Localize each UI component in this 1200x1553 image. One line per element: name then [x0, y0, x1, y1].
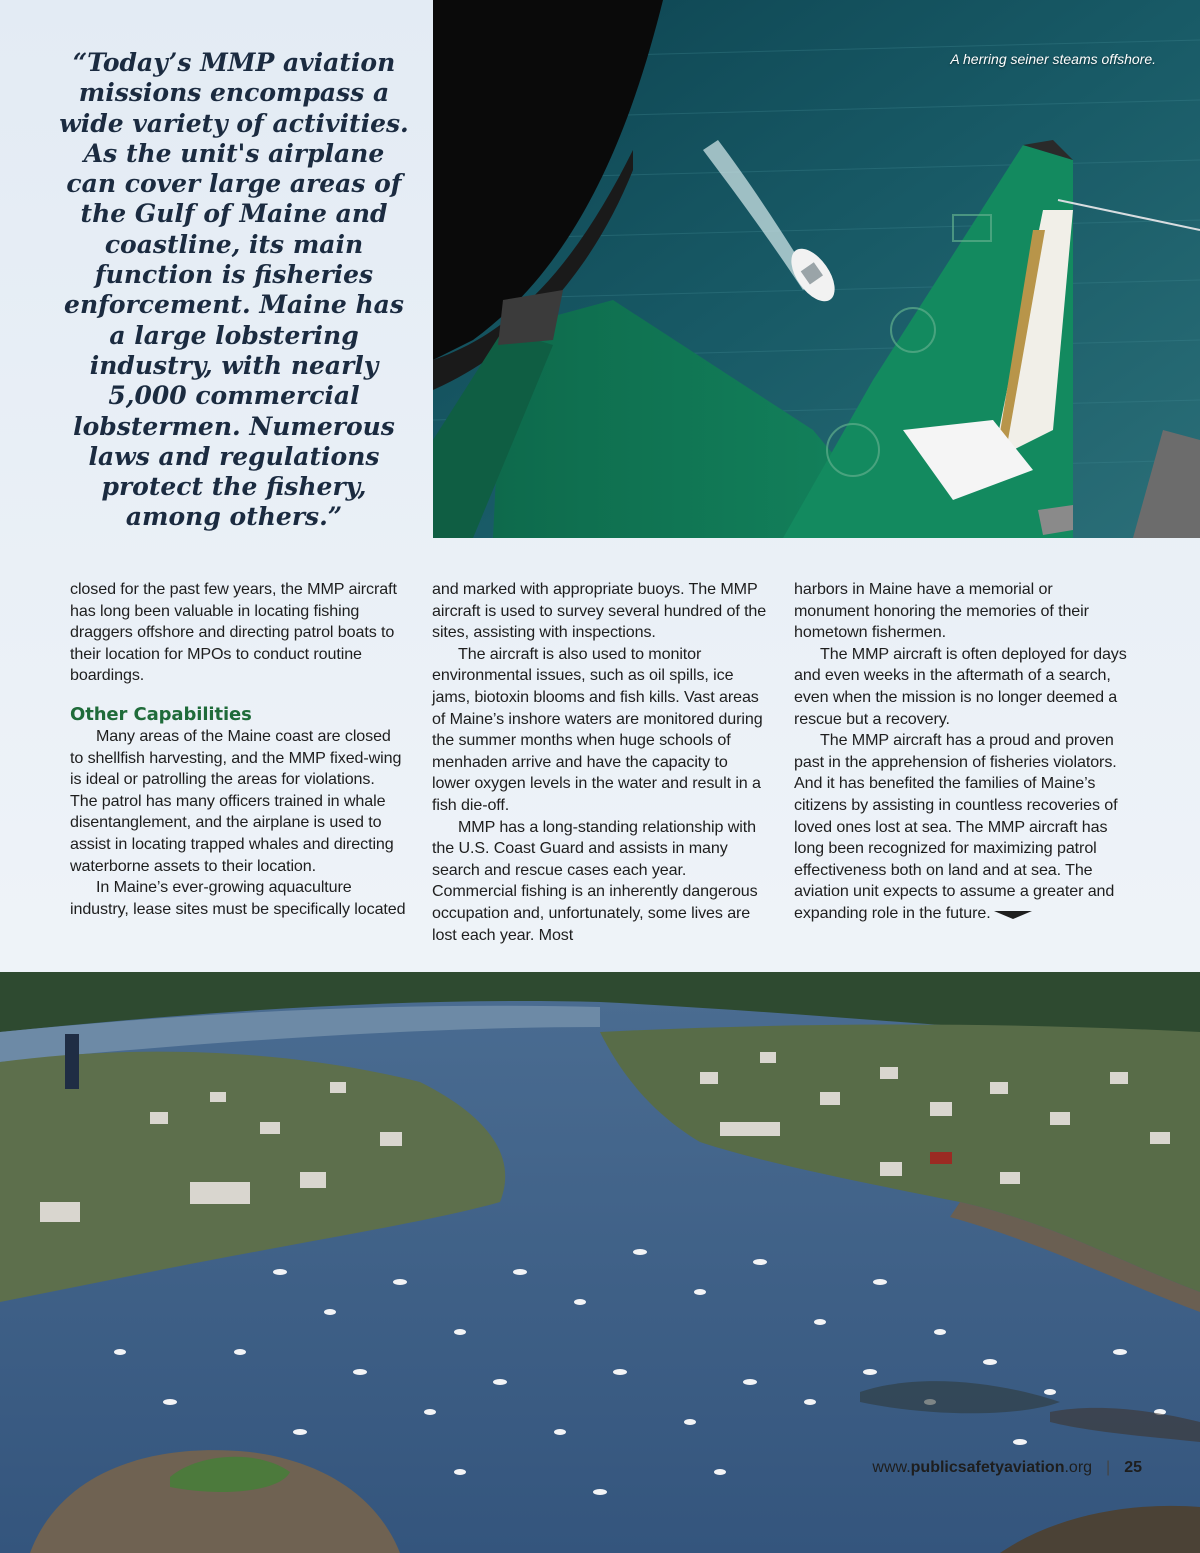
paragraph: closed for the past few years, the MMP aircraft has long been valuable in locating fishing draggers offshore and directing patrol boats to their location for MPOs to conduct routine boardings. [70, 580, 397, 685]
photo-caption: A herring seiner steams offshore. [950, 51, 1156, 67]
article-column-2 [432, 579, 768, 946]
paragraph: Many areas of the Maine coast are closed to shellfish harvesting, and the MMP fixed-wing is ideal or patrolling the areas for violations. The patrol has many officers trained in whale disentanglement, and the airplane is used to assist in locating trapped whales and directing waterborne assets to their location. [70, 726, 402, 875]
section-heading: Other Capabilities [70, 703, 252, 725]
paragraph: and marked with appropriate buoys. The MMP aircraft is used to survey several hundred of the sites, assisting with inspections. [432, 580, 767, 642]
paragraph-text: The MMP aircraft has a proud and proven past in the apprehension of fisheries violators. And it has benefited the families of Maine’s citizens by assisting in countless recoveries of loved ones lost at sea. The MMP aircraft has long been recognized for maximizing patrol effectiveness both on land and at sea. The aviation unit expects to assume a greater and expanding role in the future. [794, 731, 1118, 922]
paragraph [794, 730, 1130, 924]
footer-url-domain: publicsafetyaviation [910, 1459, 1065, 1476]
seiner-aerial-illustration [433, 0, 1200, 538]
herring-seiner-photo [433, 0, 1200, 538]
article-column-3 [794, 579, 1130, 925]
paragraph: harbors in Maine have a memorial or monument honoring the memories of their hometown fishermen. [794, 580, 1089, 642]
paragraph: MMP has a long-standing relationship with the U.S. Coast Guard and assists in many search and rescue cases each year. Commercial fishing is an inherently dangerous occupation and, unfortunately, some lives are lost each year. Most [432, 817, 758, 944]
article-column-1 [70, 579, 406, 920]
paragraph: The MMP aircraft is often deployed for days and even weeks in the aftermath of a search, even when the mission is no longer deemed a rescue but a recovery. [794, 644, 1127, 728]
page-footer [872, 1459, 1142, 1477]
paragraph: In Maine’s ever-growing aquaculture industry, lease sites must be specifically located [70, 878, 406, 918]
footer-url-suffix: .org [1064, 1459, 1093, 1476]
footer-url-prefix: www. [872, 1459, 911, 1476]
end-of-article-icon [994, 909, 1032, 919]
footer-separator: | [1106, 1459, 1111, 1476]
page-number: 25 [1124, 1459, 1142, 1476]
paragraph: The aircraft is also used to monitor environmental issues, such as oil spills, ice jams, biotoxin blooms and fish kills. Vast areas of Maine’s inshore waters are monitored during the summer months when huge schools of menhaden arrive and have the capacity to lower oxygen levels in the water and result in a fish die-off. [432, 644, 763, 814]
pull-quote: “Today’s MMP aviation missions encompass a wide variety of activities. As the unit's airplane can cover large areas of the Gulf of Maine and coastline, its main function is fisheries enforcement. Maine has a large lobstering industry, with nearly 5,000 commercial lobstermen. Numerous laws and regulations protect the fishery, among others.” [59, 48, 409, 532]
